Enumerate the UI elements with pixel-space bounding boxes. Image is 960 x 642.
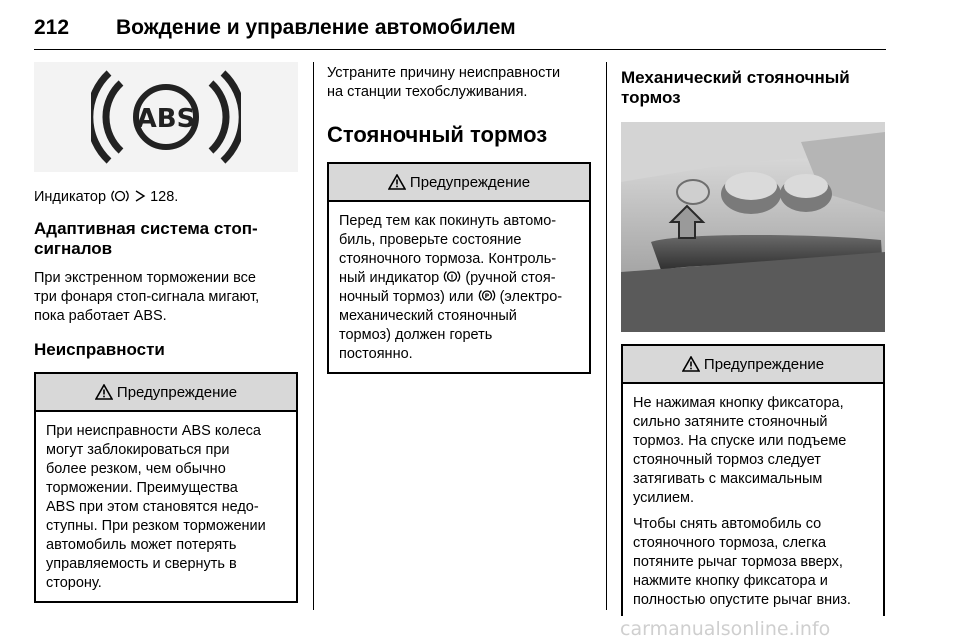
- indicator-page-ref[interactable]: 128.: [150, 189, 179, 205]
- text-line: могут заблокироваться при: [46, 442, 230, 458]
- text-line: тормоз) должен гореть: [339, 327, 493, 343]
- section-heading-adaptive-brake-lights: [34, 219, 298, 259]
- text-line: три фонаря стоп-сигнала мигают,: [34, 289, 260, 305]
- abs-warning-icon: [91, 69, 241, 165]
- column-2: [327, 62, 591, 374]
- adaptive-brake-lights-text: [34, 269, 298, 326]
- warning-text-1: [633, 394, 875, 508]
- warning-triangle-icon: [388, 174, 406, 190]
- section-heading-faults: Неисправности: [34, 340, 165, 359]
- electric-parking-brake-icon: [478, 288, 496, 303]
- warning-text-2: [633, 515, 875, 610]
- heading-line: сигналов: [34, 239, 113, 258]
- warning-triangle-icon: [95, 384, 113, 400]
- warning-text: [339, 212, 581, 364]
- text-line: ный индикатор: [339, 270, 440, 286]
- column-divider-2: [606, 62, 607, 610]
- abs-small-icon: [110, 189, 130, 203]
- warning-body: [623, 384, 883, 616]
- warning-body: [329, 202, 589, 372]
- warning-body: [36, 412, 296, 601]
- section-heading-mechanical-parking-brake: [621, 68, 885, 108]
- warning-box-abs: [34, 372, 298, 603]
- svg-text:P: P: [484, 293, 489, 300]
- text-line: биль, проверьте состояние: [339, 232, 522, 248]
- warning-title: Предупреждение: [409, 173, 531, 191]
- text-line: управляемость и свернуть в: [46, 556, 237, 572]
- repair-note: [327, 64, 591, 102]
- indicator-reference: [34, 188, 298, 207]
- text-line: Чтобы снять автомобиль со: [633, 516, 822, 532]
- reference-arrow-icon[interactable]: [134, 189, 146, 203]
- heading-line: тормоз: [621, 88, 681, 107]
- text-line: Перед тем как покинуть автомо-: [339, 213, 557, 229]
- warning-text: [46, 422, 288, 593]
- text-line: нажмите кнопку фиксатора и: [633, 573, 828, 589]
- warning-box-mechanical-brake: [621, 344, 885, 616]
- text-line: механический стояночный: [339, 308, 517, 324]
- warning-title: Предупреждение: [116, 383, 238, 401]
- parking-brake-photo: [621, 122, 885, 332]
- text-line: пока работает ABS.: [34, 308, 167, 324]
- page-number: 212: [34, 16, 70, 39]
- warning-header: [36, 374, 296, 412]
- warning-header: [329, 164, 589, 202]
- text-line: Устраните причину неисправности: [327, 65, 561, 81]
- header-rule: [34, 49, 886, 50]
- column-3: [621, 62, 885, 616]
- text-line: (электро-: [499, 289, 563, 305]
- watermark: carmanualsonline.info: [620, 618, 831, 640]
- warning-header: [623, 346, 883, 384]
- text-line: Не нажимая кнопку фиксатора,: [633, 395, 844, 411]
- warning-title: Предупреждение: [703, 355, 825, 373]
- text-line: сильно затяните стояночный: [633, 414, 828, 430]
- column-divider-1: [313, 62, 314, 610]
- warning-triangle-icon: [682, 356, 700, 372]
- text-line: полностью опустите рычаг вниз.: [633, 592, 851, 608]
- text-line: стояночного тормоза, слегка: [633, 535, 827, 551]
- abs-icon-text: ABS: [136, 104, 196, 134]
- text-line: тормоз. На спуске или подъеме: [633, 433, 847, 449]
- text-line: сторону.: [46, 575, 102, 591]
- parking-brake-lever-illustration: [621, 122, 885, 332]
- text-line: постоянно.: [339, 346, 413, 362]
- text-line: затягивать с максимальным: [633, 471, 823, 487]
- text-line: При экстренном торможении все: [34, 270, 256, 286]
- text-line: ступны. При резком торможении: [46, 518, 266, 534]
- text-line: более резком, чем обычно: [46, 461, 226, 477]
- page-title: Вождение и управление автомобилем: [116, 16, 516, 39]
- text-line: стояночный тормоз следует: [633, 452, 821, 468]
- text-line: на станции техобслуживания.: [327, 84, 528, 100]
- text-line: ABS при этом становятся недо-: [46, 499, 259, 515]
- text-line: (ручной стоя-: [465, 270, 556, 286]
- text-line: ночный тормоз) или: [339, 289, 474, 305]
- indicator-label: Индикатор: [34, 189, 107, 205]
- page-header: [34, 12, 886, 52]
- heading-line: Адаптивная система стоп-: [34, 219, 258, 238]
- warning-box-parking-brake: [327, 162, 591, 374]
- svg-text:!: !: [450, 273, 454, 282]
- abs-illustration: [34, 62, 298, 172]
- heading-line: Механический стояночный: [621, 68, 850, 87]
- text-line: автомобиль может потерять: [46, 537, 237, 553]
- parking-brake-icon: [443, 269, 461, 284]
- column-1: [34, 62, 298, 603]
- text-line: торможении. Преимущества: [46, 480, 238, 496]
- text-line: усилием.: [633, 490, 695, 506]
- text-line: При неисправности ABS колеса: [46, 423, 261, 439]
- section-heading-parking-brake: Стояночный тормоз: [327, 122, 548, 147]
- text-line: стояночного тормоза. Контроль-: [339, 251, 557, 267]
- text-line: потяните рычаг тормоза вверх,: [633, 554, 843, 570]
